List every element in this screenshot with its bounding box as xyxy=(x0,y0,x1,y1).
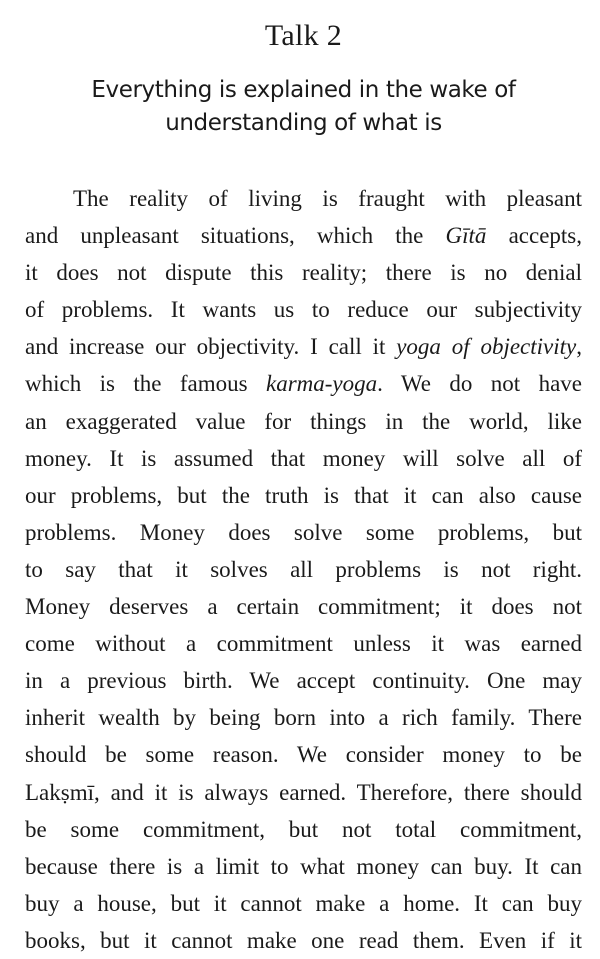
text-line xyxy=(25,625,582,662)
text-segment: an exaggerated value for things in the world, like xyxy=(25,408,582,434)
text-segment: problems. Money does solve some problems, but xyxy=(25,519,582,545)
text-segment: in a previous birth. We accept continuity. One may xyxy=(25,668,582,694)
text-segment: inherit wealth by being born into a rich family. There xyxy=(25,705,582,731)
text-line xyxy=(25,180,582,217)
text-line xyxy=(25,328,582,365)
text-line xyxy=(25,699,582,736)
text-line xyxy=(25,254,582,291)
text-segment: money. It is assumed that money will solve all of xyxy=(25,445,582,471)
text-line xyxy=(25,922,582,959)
text-segment: come without a commitment unless it was earned xyxy=(25,631,582,657)
text-segment: , xyxy=(576,334,582,360)
text-segment: Lakṣmī, and it is always earned. Therefore, there should xyxy=(25,779,582,805)
text-segment: of problems. It wants us to reduce our subjectivity xyxy=(25,297,582,323)
text-line xyxy=(25,848,582,885)
text-segment: which is the famous xyxy=(25,371,266,397)
text-segment: should be some reason. We consider money to be xyxy=(25,742,582,768)
text-line xyxy=(25,477,582,514)
text-segment: . We do not have xyxy=(377,371,582,397)
text-line xyxy=(25,885,582,922)
text-segment: Money deserves a certain commitment; it does not xyxy=(25,594,582,620)
text-line xyxy=(25,365,582,402)
chapter-subtitle xyxy=(25,74,582,140)
text-line xyxy=(25,736,582,773)
italic-term: yoga of objectivity xyxy=(396,334,577,360)
text-line xyxy=(25,588,582,625)
text-line xyxy=(25,774,582,811)
text-segment: and unpleasant situations, which the xyxy=(25,223,446,249)
text-line xyxy=(25,811,582,848)
text-segment: accepts, xyxy=(486,223,582,249)
italic-term: karma-yoga xyxy=(266,371,378,397)
text-segment: and increase our objectivity. I call it xyxy=(25,334,397,360)
text-line xyxy=(25,291,582,328)
text-segment: be some commitment, but not total commitment, xyxy=(25,816,582,842)
text-segment: it does not dispute this reality; there is no denial xyxy=(25,260,582,286)
text-segment: The reality of living is fraught with pleasant xyxy=(73,186,582,211)
subtitle-line-1: Everything is explained in the wake of xyxy=(91,77,516,103)
italic-term: Gītā xyxy=(445,223,487,249)
text-line xyxy=(25,403,582,440)
subtitle-line-2: understanding of what is xyxy=(165,110,442,136)
text-line xyxy=(25,217,582,254)
text-line xyxy=(25,440,582,477)
text-segment: books, but it cannot make one read them. Even if it xyxy=(25,927,582,953)
body-paragraph xyxy=(25,180,582,959)
text-segment: to say that it solves all problems is not right. xyxy=(25,556,582,582)
text-line xyxy=(25,514,582,551)
text-line xyxy=(25,662,582,699)
text-line xyxy=(25,551,582,588)
text-segment: our problems, but the truth is that it can also cause xyxy=(25,482,582,508)
text-segment: buy a house, but it cannot make a home. It can buy xyxy=(25,890,582,916)
talk-title: Talk 2 xyxy=(264,19,343,52)
text-segment: because there is a limit to what money can buy. It can xyxy=(25,853,582,879)
